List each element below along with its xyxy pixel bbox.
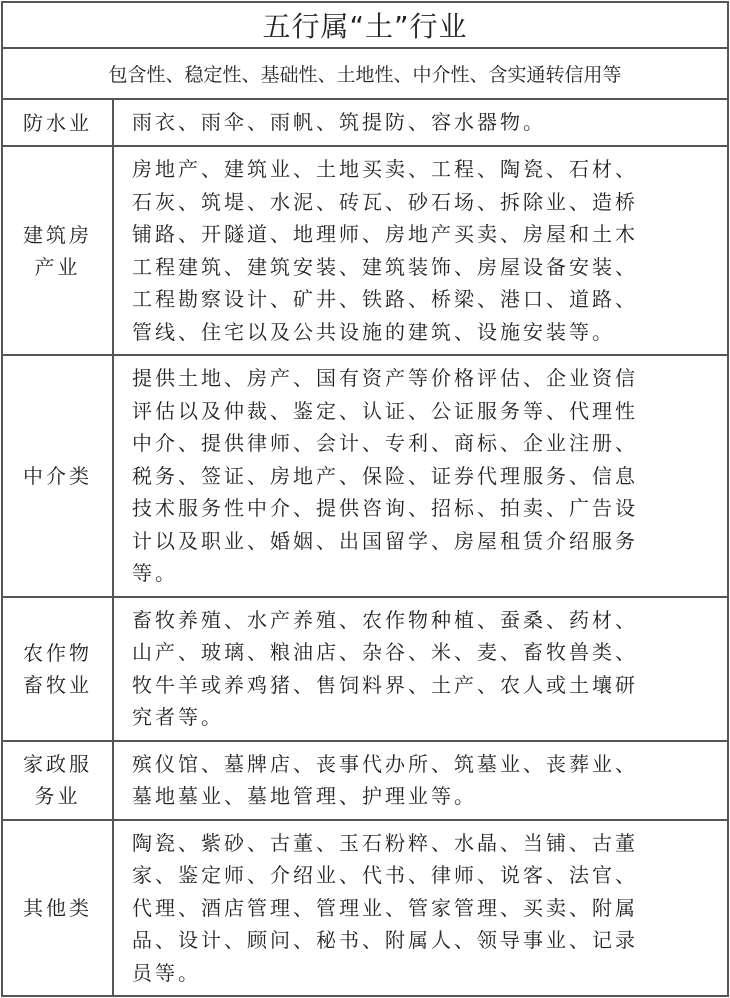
industries-text-line: 房地产、建筑业、土地买卖、工程、陶瓷、石材、	[132, 157, 638, 181]
industries-text-line: 铺路、开隧道、地理师、房地产买卖、房屋和土木	[132, 222, 638, 246]
industries-cell	[113, 99, 728, 146]
category-cell	[2, 820, 113, 997]
category-label: 建筑房	[23, 222, 92, 247]
industries-text-line: 究者等。	[132, 705, 224, 729]
table-row	[2, 355, 728, 597]
category-cell	[2, 146, 113, 355]
industries-cell	[113, 741, 728, 820]
table-row	[2, 99, 728, 146]
industries-text-line: 等。	[132, 561, 178, 585]
category-label: 中介类	[23, 463, 92, 488]
industries-cell	[113, 146, 728, 355]
category-cell	[2, 99, 113, 146]
industries-text-line: 品、设计、顾问、秘书、附属人、领导事业、记录	[132, 928, 638, 952]
industries-text-line: 税务、签证、房地产、保险、证券代理服务、信息	[132, 463, 638, 488]
earth-industries-table	[1, 1, 729, 997]
category-label: 产业	[34, 254, 81, 279]
industries-text-line: 员等。	[132, 960, 201, 985]
industries-text-line: 墓地墓业、墓地管理、护理业等。	[132, 784, 477, 808]
industries-text-line: 牧牛羊或养鸡猪、售饲料界、土产、农人或土壤研	[132, 672, 638, 697]
table-row	[2, 820, 728, 997]
industries-text-line: 陶瓷、紫砂、古董、玉石粉粹、水晶、当铺、古董	[132, 830, 638, 855]
category-cell	[2, 741, 113, 820]
industries-text-line: 计以及职业、婚姻、出国留学、房屋租赁介绍服务	[132, 528, 638, 553]
category-label: 农作物	[23, 640, 92, 665]
industries-text-line: 中介、提供律师、会计、专利、商标、企业注册、	[132, 431, 638, 455]
table-row	[2, 741, 728, 820]
category-cell	[2, 597, 113, 741]
category-label: 防水业	[23, 110, 92, 135]
industries-text-line: 工程勘察设计、矿井、铁路、桥梁、港口、道路、	[132, 287, 638, 311]
industries-text-line: 工程建筑、建筑安装、建筑装饰、房屋设备安装、	[132, 254, 638, 279]
industries-text-line: 代理、酒店管理、管理业、管家管理、买卖、附属	[132, 895, 638, 920]
table-row	[2, 597, 728, 741]
industries-text-line: 提供土地、房产、国有资产等价格评估、企业资信	[132, 366, 638, 390]
industries-cell	[113, 820, 728, 997]
table-body	[2, 99, 728, 996]
table-title: 五行属“土”行业	[2, 2, 728, 48]
industries-text-line: 评估以及仲裁、鉴定、认证、公证服务等、代理性	[132, 398, 638, 423]
industries-text-line: 石灰、筑堤、水泥、砖瓦、砂石场、拆除业、造桥	[132, 189, 638, 214]
table-subtitle: 包含性、稳定性、基础性、土地性、中介性、含实通转信用等	[2, 48, 728, 99]
category-label: 务业	[34, 784, 81, 808]
category-label: 畜牧业	[23, 672, 92, 697]
industries-cell	[113, 597, 728, 741]
industries-text-line: 技术服务性中介、提供咨询、招标、拍卖、广告设	[132, 496, 638, 520]
industries-text-line: 殡仪馆、墓牌店、丧事代办所、筑墓业、丧葬业、	[132, 751, 638, 776]
category-label: 其他类	[23, 895, 92, 920]
industries-cell	[113, 355, 728, 597]
category-cell	[2, 355, 113, 597]
table-row	[2, 146, 728, 355]
industries-text-line: 管线、住宅以及公共设施的建筑、设施安装等。	[132, 319, 615, 344]
industries-text-line: 山产、玻璃、粮油店、杂谷、米、麦、畜牧兽类、	[132, 640, 638, 664]
industries-text-line: 畜牧养殖、水产养殖、农作物种植、蚕桑、药材、	[132, 607, 638, 632]
industries-text-line: 家、鉴定师、介绍业、代书、律师、说客、法官、	[132, 863, 638, 887]
industries-text-line: 雨衣、雨伞、雨帆、筑提防、容水器物。	[132, 110, 546, 135]
category-label: 家政服	[23, 752, 92, 776]
